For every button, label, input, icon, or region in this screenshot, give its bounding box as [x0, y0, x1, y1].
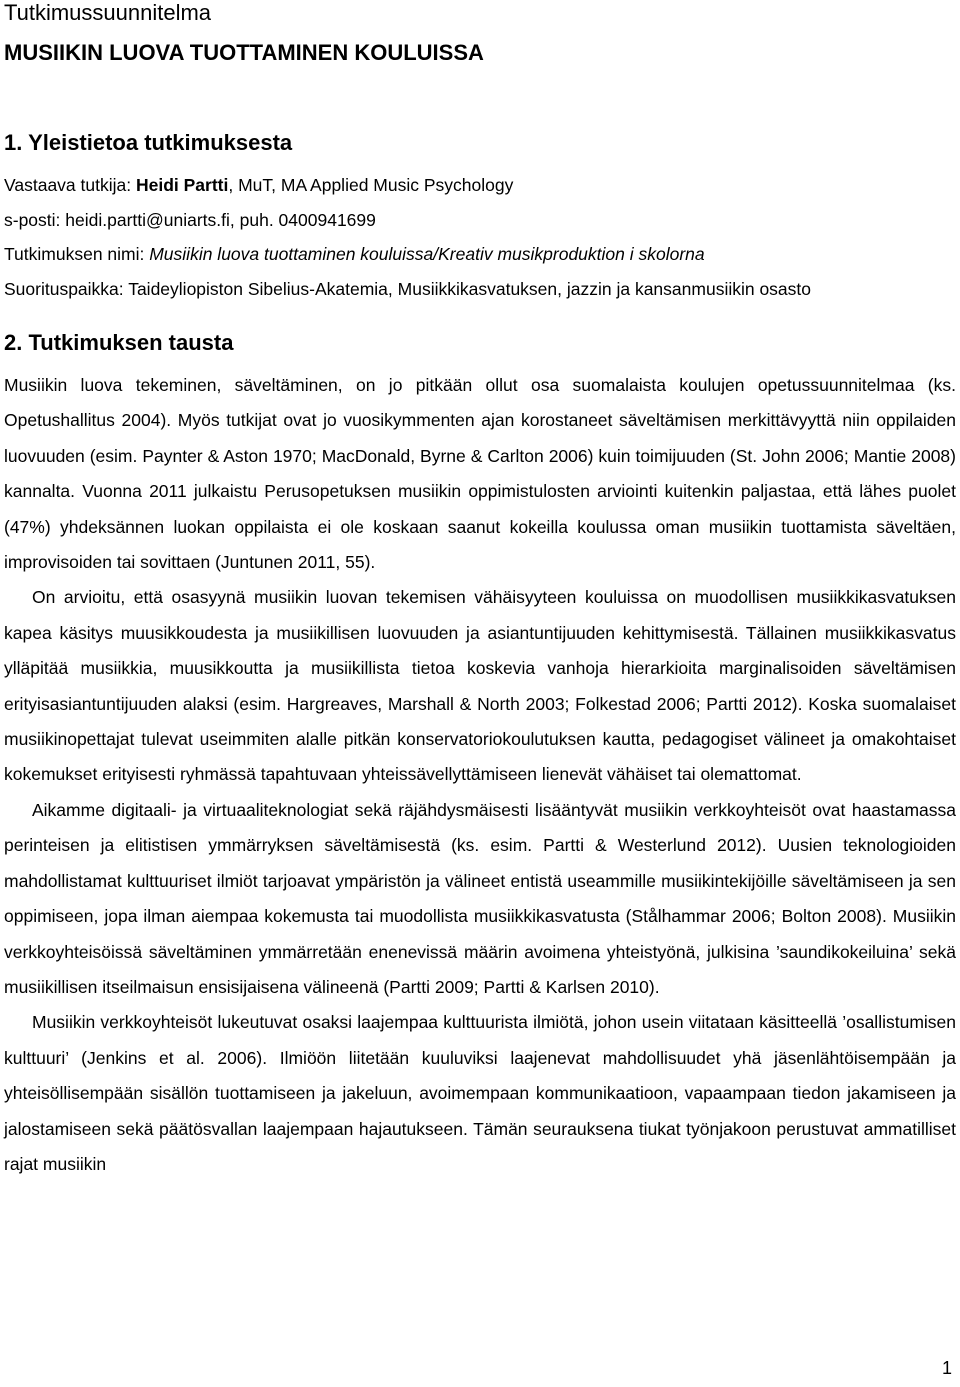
research-place-value: Taideyliopiston Sibelius-Akatemia, Musiikkikasvatuksen, jazzin ja kansanmusiikin osasto — [128, 278, 812, 299]
research-name-line — [4, 237, 956, 272]
document-page — [4, 0, 956, 1182]
research-place-line — [4, 272, 956, 307]
body-paragraph: On arvioitu, että osasyynä musiikin luovan tekemisen vähäisyyteen kouluissa on muodollisen musiikkikasvatuksen kapea käsitys muusikkoudesta ja musiikillisen luovuuden ja asiantuntijuuden kehittymisestä. Tällainen musiikkikasvatus ylläpitää musiikkia, muusikkoutta ja musiikillista tietoa koskevia vanhoja hierarkioita marginalisoiden säveltämisen erityisasiantuntijuuden alaksi (esim. Hargreaves, Marshall & North 2003; Folkestad 2006; Partti 2012). Koska suomalaiset musiikinopettajat tulevat useimmiten alalle pitkän konservatoriokoulutuksen kautta, pedagogiset välineet ja omakohtaiset kokemukset erityisesti ryhmässä tapahtuvaan yhteissävellyttämiseen lienevät vähäiset tai olemattomat. — [4, 587, 956, 785]
responsible-researcher-name: Heidi Partti — [135, 175, 229, 195]
page-number: 1 — [941, 1358, 952, 1378]
responsible-researcher-credentials: , MuT, MA Applied Music Psychology — [228, 175, 514, 195]
body-paragraph: Aikamme digitaali- ja virtuaaliteknologiat sekä räjähdysmäisesti lisääntyvät musiikin verkkoyhteisöt ovat haastamassa perinteisen ja elitistisen ymmärryksen säveltämisestä (ks. esim. Partti & Westerlund 2012). Uusien teknologioiden mahdollistamat kulttuuriset ilmiöt tarjoavat ympäristön ja välineet entistä useammille musiikintekijöille säveltämiseen ja sen oppimiseen, jopa ilman aiempaa kokemusta tai muodollista musiikkikasvatusta (Stålhammar 2006; Bolton 2008). Musiikin verkkoyhteisöissä säveltäminen ymmärretään enenevissä määrin avoimena yhteistyönä, julkisina ’saundikokeiluina’ sekä musiikillisen itseilmaisun ensisijaisena välineenä (Partti 2009; Partti & Karlsen 2010). — [4, 799, 956, 997]
responsible-researcher-label: Vastaava tutkija: — [4, 175, 136, 195]
document-type: Tutkimussuunnitelma — [4, 0, 212, 25]
responsible-researcher-line — [4, 168, 956, 203]
body-paragraph: Musiikin luova tekeminen, säveltäminen, on jo pitkään ollut osa suomalaista koulujen opetussuunnitelmaa (ks. Opetushallitus 2004). Myös tutkijat ovat jo vuosikymmenten ajan korostaneet säveltämisen merkittävyyttä niin oppilaiden luovuuden (esim. Paynter & Aston 1970; MacDonald, Byrne & Carlton 2006) kuin toimijuuden (St. John 2006; Mantie 2008) kannalta. Vuonna 2011 julkaistu Perusopetuksen musiikin oppimistulosten arviointi kuitenkin paljastaa, että lähes puolet (47%) yhdeksännen luokan oppilaista ei ole koskaan saanut kokeilla koulussa oman musiikin tuottamista säveltäen, improvisoiden tai sovittaen (Juntunen 2011, 55). — [4, 375, 956, 573]
research-name-label: Tutkimuksen nimi: — [4, 244, 150, 264]
research-info-block — [4, 168, 956, 306]
contact-line: s-posti: heidi.partti@uniarts.fi, puh. 0400941699 — [4, 209, 376, 230]
body-paragraph: Musiikin verkkoyhteisöt lukeutuvat osaksi laajempaa kulttuurista ilmiötä, johon usein viitataan käsitteellä ’osallistumisen kulttuuri’ (Jenkins et al. 2006). Ilmiöön liitetään kuuluviksi laajenevat mahdollisuudet yhä jäsenlähtöisempään ja yhteisöllisempään sisällön tuottamiseen ja jakeluun, avoimempaan kommunikaatioon, vapaampaan tiedon jakamiseen ja jalostamiseen sekä päätösvallan laajempaan hajautukseen. Tämän seurauksena tiukat työnjakoon perustuvat ammatilliset rajat musiikin — [4, 1012, 956, 1174]
research-name-value: Musiikin luova tuottaminen kouluissa/Kreativ musikproduktion i skolorna — [149, 244, 705, 264]
research-place-label: Suorituspaikka: — [4, 278, 129, 299]
document-title: MUSIIKIN LUOVA TUOTTAMINEN KOULUISSA — [4, 40, 484, 65]
section-heading-general-info: 1. Yleistietoa tutkimuksesta — [4, 130, 293, 155]
section-heading-background: 2. Tutkimuksen tausta — [4, 330, 234, 355]
